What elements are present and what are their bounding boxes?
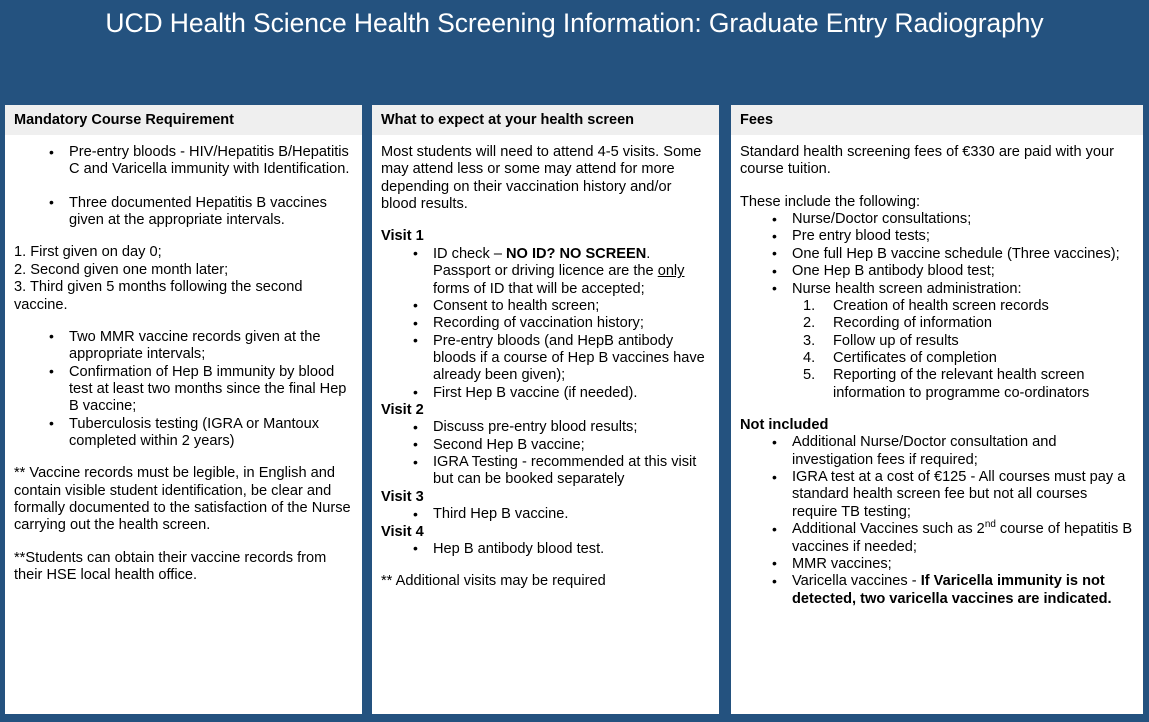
list-item [792, 521, 1135, 556]
panel3-body [731, 135, 1143, 608]
list-item: • First Hep B vaccine (if needed). [433, 385, 711, 402]
spacer [740, 179, 1135, 194]
panel3-included-list [740, 211, 1135, 298]
list-item: 1. First given on day 0; [14, 244, 162, 261]
ordinal-suffix: nd [984, 519, 996, 531]
list-item: • IGRA Testing - recommended at this visit but can be booked separately [433, 454, 711, 489]
list-item [792, 573, 1135, 608]
id-check-text: ID check – [433, 245, 506, 262]
list-item: • Second Hep B vaccine; [433, 437, 711, 454]
list-item: • Nurse health screen administration: [792, 281, 1135, 298]
list-item: • Third Hep B vaccine. [433, 506, 711, 523]
additional-vaccines-text: Additional Vaccines such as 2 [792, 521, 985, 538]
list-item: Certificates of completion [833, 349, 997, 366]
visit-3-label: Visit 3 [381, 488, 424, 505]
panel2-footnote: ** Additional visits may be required [381, 573, 606, 590]
id-check-text-2: . Passport or driving licence are the [433, 245, 658, 280]
panel3-not-included-label: Not included [740, 417, 829, 434]
panel2-intro: Most students will need to attend 4-5 visits. Some may attend less or some may attend for more depending on their vaccination history and/or blood results. [381, 144, 702, 213]
panel1-note-vaccine-records: ** Vaccine records must be legible, in English and contain visible student identification, be clear and formally documented to the satisfaction of the Nurse carrying out the health screen. [14, 465, 351, 534]
only-emphasis: only [657, 263, 685, 280]
visit-1-items [381, 246, 711, 402]
page-title: UCD Health Science Health Screening Information: Graduate Entry Radiography [105, 8, 1044, 38]
varicella-emphasis: If Varicella immunity is not detected, two varicella vaccines are indicated. [792, 573, 1112, 607]
list-item: • One full Hep B vaccine schedule (Three vaccines); [792, 246, 1135, 263]
panel1-header: Mandatory Course Requirement [5, 105, 362, 135]
list-item: Follow up of results [833, 332, 959, 349]
visit-2-label: Visit 2 [381, 402, 424, 419]
list-item: 2. Second given one month later; [14, 261, 229, 278]
list-item: • One Hep B antibody blood test; [792, 263, 1135, 280]
varicella-text: Varicella vaccines - [792, 573, 921, 590]
panel1-numbered-list [14, 244, 354, 313]
panel3-admin-numbered-list [740, 298, 1135, 402]
list-item: • Consent to health screen; [433, 298, 711, 315]
panel1-top-bullets [14, 144, 354, 229]
list-item: • Pre entry blood tests; [792, 228, 1135, 245]
panel1-body [5, 135, 362, 585]
spacer [740, 402, 1135, 417]
visit-3-items [381, 506, 711, 523]
additional-vaccines-text-2: course of hepatitis B vaccines if needed; [792, 521, 1133, 555]
visit-1-label: Visit 1 [381, 228, 424, 245]
panel3-header: Fees [731, 105, 1143, 135]
list-item: • MMR vaccines; [792, 556, 1135, 573]
visit-2-items [381, 419, 711, 488]
panel1-mid-bullets [14, 329, 354, 451]
spacer [14, 450, 354, 465]
list-item: • Three documented Hepatitis B vaccines given at the appropriate intervals. [69, 195, 354, 230]
list-item: • Pre-entry bloods (and HepB antibody bloods if a course of Hep B vaccines have already been given); [433, 333, 711, 385]
list-item: • Discuss pre-entry blood results; [433, 419, 711, 436]
panel-mandatory-course-requirement [5, 105, 362, 714]
list-item: • Confirmation of Hep B immunity by blood test at least two months since the final Hep B vaccine; [69, 364, 354, 416]
panel-fees [731, 105, 1143, 714]
list-item: Recording of information [833, 315, 992, 332]
panel2-body [372, 135, 719, 591]
list-item: • Two MMR vaccine records given at the appropriate intervals; [69, 329, 354, 364]
spacer [381, 558, 711, 573]
spacer [14, 229, 354, 244]
list-item [433, 246, 711, 298]
list-item: • Nurse/Doctor consultations; [792, 211, 1135, 228]
spacer [381, 213, 711, 228]
list-item: Reporting of the relevant health screen information to programme co-ordinators [833, 367, 1090, 401]
list-item: • IGRA test at a cost of €125 - All courses must pay a standard health screen fee but not all courses require TB testing; [792, 469, 1135, 521]
id-check-text-3: forms of ID that will be accepted; [433, 280, 645, 297]
list-item: • Pre-entry bloods - HIV/Hepatitis B/Hepatitis C and Varicella immunity with Identification. [69, 144, 354, 179]
list-item: • Tuberculosis testing (IGRA or Mantoux completed within 2 years) [69, 416, 354, 451]
panel3-include-label: These include the following: [740, 193, 921, 210]
list-item: • Recording of vaccination history; [433, 315, 711, 332]
list-item: • Additional Nurse/Doctor consultation and investigation fees if required; [792, 434, 1135, 469]
visit-4-label: Visit 4 [381, 523, 424, 540]
list-item: 3. Third given 5 months following the second vaccine. [14, 279, 303, 313]
panel1-note-hse-records: **Students can obtain their vaccine records from their HSE local health office. [14, 549, 327, 584]
list-item: Creation of health screen records [833, 297, 1049, 314]
list-item: • Hep B antibody blood test. [433, 541, 711, 558]
title-banner [0, 0, 1149, 98]
panel3-not-included-list [740, 434, 1135, 608]
no-id-no-screen-emphasis: NO ID? NO SCREEN [506, 245, 647, 262]
panel-what-to-expect [372, 105, 719, 714]
panel3-intro: Standard health screening fees of €330 are paid with your course tuition. [740, 144, 1115, 178]
visit-4-items [381, 541, 711, 558]
spacer [14, 314, 354, 329]
panel2-header: What to expect at your health screen [372, 105, 719, 135]
spacer [14, 535, 354, 550]
